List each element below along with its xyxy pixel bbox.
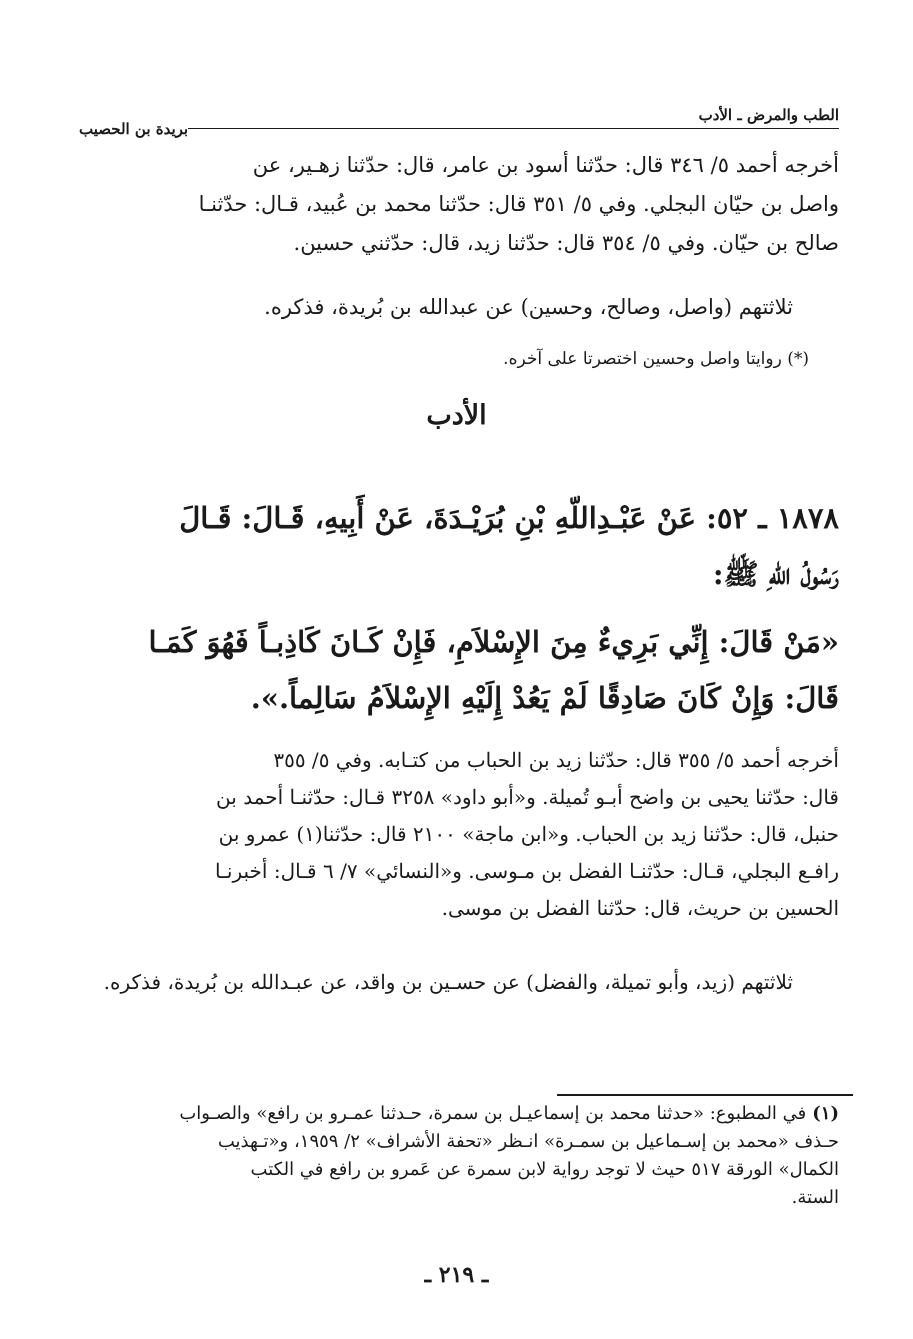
footnote-separator: [557, 1094, 853, 1096]
text-line: صالح بن حيّان. وفي ٥/ ٣٥٤ قال: حدّثنا زيد، قال: حدّثني حسين.: [293, 231, 839, 255]
hadith-text-line: «مَنْ قَالَ: إِنِّي بَرِيءٌ مِنَ الإِسْلاَمِ، فَإِنْ كَـانَ كَاذِبـاً فَهُوَ كَمَـا: [148, 625, 839, 659]
text-line: رافـع البجلي، قـال: حدّثنـا الفضل بن مـوسى. و«النسائي» ٧/ ٦ قـال: أخبرنـا: [214, 859, 839, 883]
hadith-heading-line: ١٨٧٨ ـ ٥٢: عَنْ عَبْـدِاللّهِ بْنِ بُرَيْـدَةَ، عَنْ أَبِيهِ، قَـالَ: قَـالَ: [179, 501, 839, 535]
summary-paragraph-1: ثلاثتهم (واصل، وصالح، وحسين) عن عبدالله بن بُريدة، فذكره.: [264, 295, 793, 319]
takhrij-paragraph-1: [73, 146, 839, 263]
takhrij-paragraph-2: [73, 742, 839, 927]
footnote-line: الكمال» الورقة ٥١٧ حيث لا توجد رواية لابن سمرة عن عَمرو بن رافع في الكتب: [250, 1159, 839, 1180]
hadith-heading-line: رَسُولُ اللّهِ ﷺ:: [712, 557, 839, 591]
hadith-text: [73, 614, 839, 726]
text-line: الحسين بن حريث، قال: حدّثنا الفضل بن موسى.: [441, 896, 839, 920]
text-line: أخرجه أحمد ٥/ ٣٤٦ قال: حدّثنا أسود بن عامر، قال: حدّثنا زهـير، عن: [252, 153, 839, 177]
section-title: الأدب: [426, 400, 487, 431]
text-line: قال: حدّثنا يحيى بن واضح أبـو تُميلة. و«أبو داود» ٣٢٥٨ قـال: حدّثنـا أحمد بن: [216, 785, 839, 809]
running-header: [73, 106, 839, 146]
running-header-narrator: بريدة بن الحصيب: [73, 120, 188, 138]
footnote-line: [73, 1100, 839, 1128]
text-line: بُريدة، فذكره.: [103, 970, 218, 994]
footnote-text: في المطبوع: «حدثنا محمد بن إسماعيـل بن سمرة، حـدثنا عمـرو بن رافع» والصـواب: [179, 1103, 807, 1124]
text-line: ثلاثتهم (زيد، وأبو تميلة، والفضل) عن حسـين بن واقد، عن عبـدالله بن: [223, 970, 793, 994]
footnote: [73, 1100, 839, 1212]
asterisk-note: (*) روايتا واصل وحسين اختصرتا على آخره.: [503, 349, 809, 369]
text-line: حنبل، قال: حدّثنا زيد بن الحباب. و«ابن ماجة» ٢١٠٠ قال: حدّثنا(١) عمرو بن: [218, 822, 839, 846]
page-number: ـ ٢١٩ ـ: [424, 1262, 489, 1288]
footnote-line: حـذف «محمد بن إسـماعيل بن سمـرة» انـظر «تحفة الأشراف» ٢/ ١٩٥٩، و«تـهذيب: [217, 1131, 839, 1152]
running-header-chapter: الطب والمرض ـ الأدب: [698, 106, 839, 124]
text-line: أخرجه أحمد ٥/ ٣٥٥ قال: حدّثنا زيد بن الحباب من كتـابه. وفي ٥/ ٣٥٥: [273, 748, 839, 772]
text-line: واصل بن حيّان البجلي. وفي ٥/ ٣٥١ قال: حدّثنا محمد بن عُبيد، قـال: حدّثنـا: [198, 192, 839, 216]
hadith-text-line: قَالَ: وَإِنْ كَانَ صَادِقًا لَمْ يَعُدْ إِلَيْهِ الإِسْلاَمُ سَالِماً.».: [250, 681, 839, 715]
footnote-line: الستة.: [791, 1187, 839, 1208]
summary-paragraph-2: [73, 964, 839, 1001]
hadith-heading: [73, 490, 839, 602]
footnote-marker: (١): [812, 1103, 839, 1124]
